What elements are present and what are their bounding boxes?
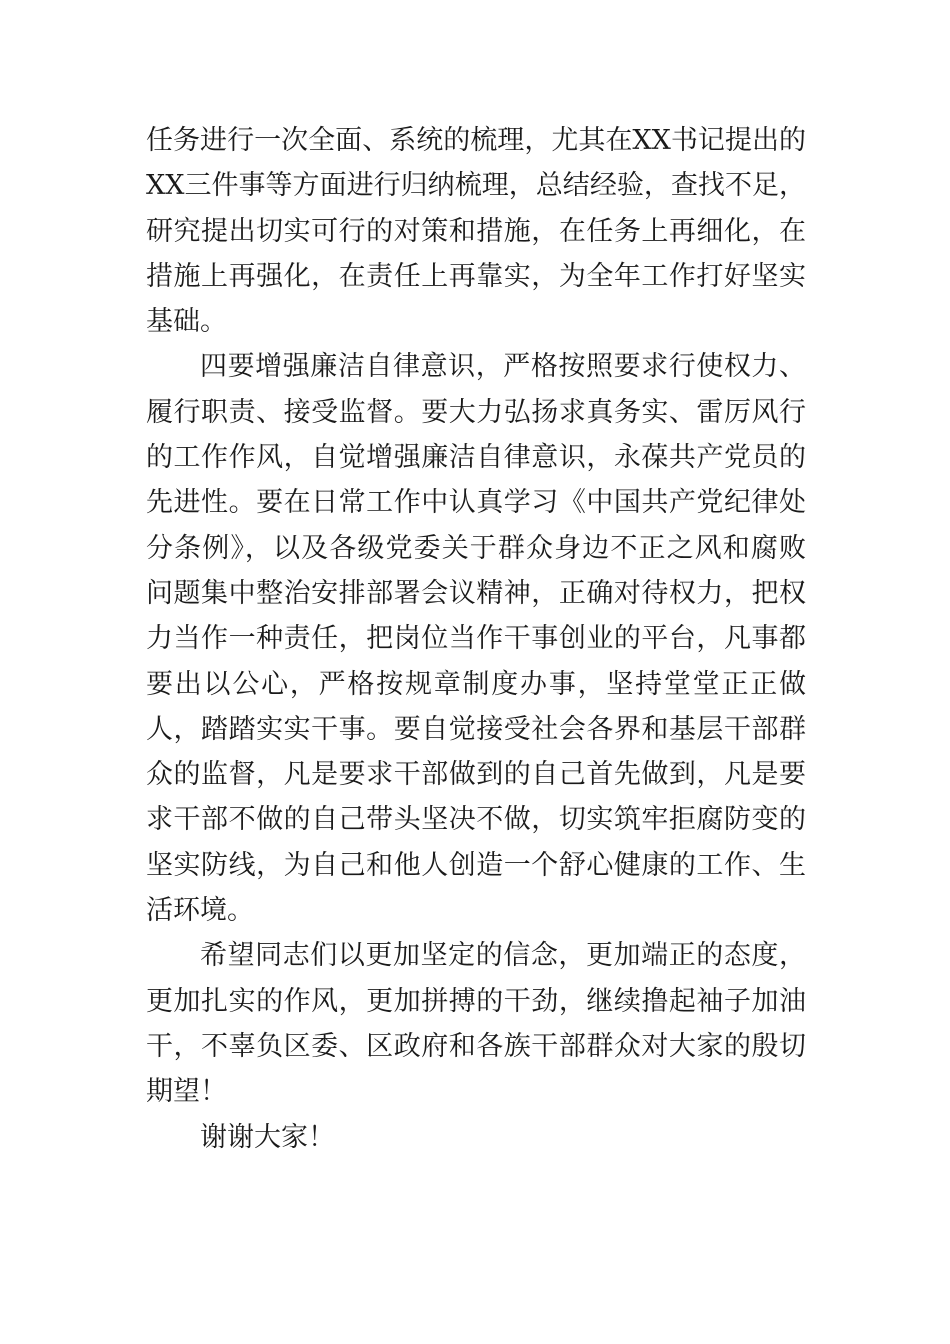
paragraph-expectation: 希望同志们以更加坚定的信念，更加端正的态度，更加扎实的作风，更加拼搏的干劲，继续撸起袖子加油干，不辜负区委、区政府和各族干部群众对大家的殷切期望！	[146, 940, 806, 1108]
paragraph-integrity: 四要增强廉洁自律意识，严格按照要求行使权力、履行职责、接受监督。要大力弘扬求真务实、雷厉风行的工作作风，自觉增强廉洁自律意识，永葆共产党员的先进性。要在日常工作中认真学习《中国共产党纪律处分条例》，以及各级党委关于群众身边不正之风和腐败问题集中整治安排部署会议精神，正确对待权力，把权力当作一种责任，把岗位当作干事创业的平台，凡事都要出以公心，严格按规章制度办事，坚持堂堂正正做人，踏踏实实干事。要自觉接受社会各界和基层干部群众的监督，凡是要求干部做到的自己首先做到，凡是要求干部不做的自己带头坚决不做，切实筑牢拒腐防变的坚实防线，为自己和他人创造一个舒心健康的工作、生活环境。	[146, 351, 806, 927]
paragraph-continuation: 任务进行一次全面、系统的梳理，尤其在XX书记提出的XX三件事等方面进行归纳梳理，总结经验，查找不足，研究提出切实可行的对策和措施，在任务上再细化，在措施上再强化，在责任上再靠实，为全年工作打好坚实基础。	[146, 125, 806, 338]
document-body	[146, 118, 806, 1160]
paragraph-thanks: 谢谢大家！	[200, 1121, 335, 1153]
